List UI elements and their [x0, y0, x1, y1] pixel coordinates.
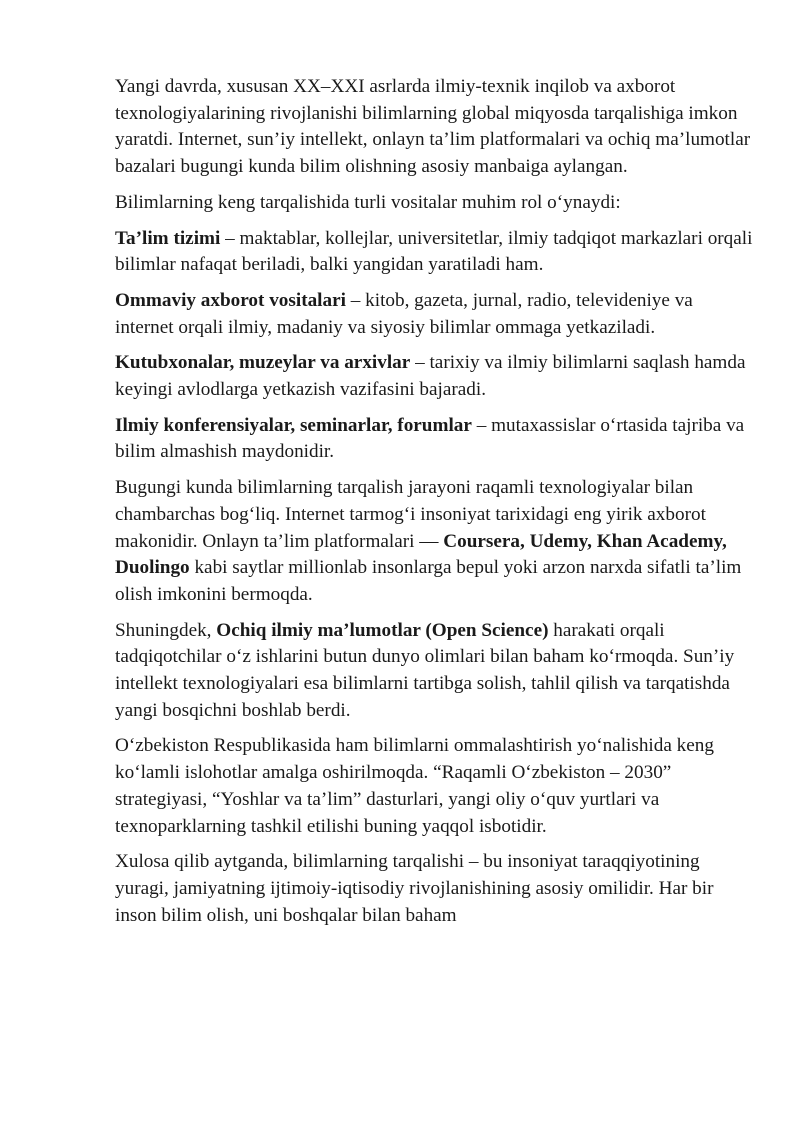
- term-mass-media: Ommaviy axborot vositalari: [115, 289, 346, 311]
- paragraph-uzbekistan: O‘zbekiston Respublikasida ham bilimlarni ommalashtirish yo‘nalishida keng ko‘lamli islohotlar amalga oshirilmoqda. “Raqamli O‘zbekiston – 2030” strategiyasi, “Yoshlar va ta’lim” dasturlari, yangi oliy o‘quv yurtlari va texnoparklarning tashkil etilishi buning yaqqol isbotidir.: [115, 735, 714, 837]
- paragraph-conferences: [115, 413, 755, 466]
- paragraph-tools-lead: Bilimlarning keng tarqalishida turli vositalar muhim rol o‘ynaydi:: [115, 191, 621, 213]
- paragraph-mass-media: [115, 288, 755, 341]
- document-page: [115, 74, 755, 938]
- paragraph-digital-tech: [115, 475, 755, 609]
- paragraph-text: – tarixiy va ilmiy bilimlarni saqlash hamda keyingi avlodlarga yetkazish vazifasini bajaradi.: [115, 352, 746, 401]
- term-libraries: Kutubxonalar, muzeylar va arxivlar: [115, 352, 411, 374]
- term-online-platforms: Coursera, Udemy, Khan Academy, Duolingo: [115, 530, 727, 579]
- paragraph-open-science: [115, 618, 755, 725]
- paragraph-text: – maktablar, kollejlar, universitetlar, ilmiy tadqiqot markazlari orqali bilimlar nafaqat beriladi, balki yangidan yaratiladi ham.: [115, 227, 753, 276]
- paragraph-libraries: [115, 350, 755, 403]
- term-conferences: Ilmiy konferensiyalar, seminarlar, forumlar: [115, 414, 472, 436]
- paragraph-intro: Yangi davrda, xususan XX–XXI asrlarda ilmiy-texnik inqilob va axborot texnologiyalarining rivojlanishi bilimlarning global miqyosda tarqalishiga imkon yaratdi. Internet, sun’iy intellekt, onlayn ta’lim platformalari va ochiq ma’lumotlar bazalari bugungi kunda bilim olishning asosiy manbaiga aylangan.: [115, 76, 751, 178]
- paragraph-text: – kitob, gazeta, jurnal, radio, televideniye va internet orqali ilmiy, madaniy va siyosiy bilimlar ommaga yetkaziladi.: [115, 289, 693, 338]
- paragraph-text: kabi saytlar millionlab insonlarga bepul yoki arzon narxda sifatli ta’lim olish imkonini bermoqda.: [115, 557, 742, 605]
- paragraph-text: Shuningdek,: [115, 619, 217, 641]
- paragraph-text: Bugungi kunda bilimlarning tarqalish jarayoni raqamli texnologiyalar bilan chambarchas bog‘liq. Internet tarmog‘i insoniyat tarixidagi eng yirik axborot makonidir. Onlayn ta’lim platformalari —: [115, 477, 706, 552]
- term-education-system: Ta’lim tizimi: [115, 227, 221, 249]
- paragraph-education-system: [115, 226, 755, 279]
- term-open-science: Ochiq ilmiy ma’lumotlar (Open Science): [216, 619, 549, 641]
- paragraph-text: harakati orqali tadqiqotchilar o‘z ishlarini butun dunyo olimlari bilan baham ko‘rmoqda. Sun’iy intellekt texnologiyalari esa bilimlarni tartibga solish, tahlil qilish va tarqatishda yangi bosqichni boshlab berdi.: [115, 619, 735, 721]
- paragraph-text: – mutaxassislar o‘rtasida tajriba va bilim almashish maydonidir.: [115, 414, 745, 463]
- paragraph-conclusion: Xulosa qilib aytganda, bilimlarning tarqalishi – bu insoniyat taraqqiyotining yuragi, jamiyatning ijtimoiy-iqtisodiy rivojlanishining asosiy omilidir. Har bir inson bilim olish, uni boshqalar bilan baham: [115, 851, 714, 926]
